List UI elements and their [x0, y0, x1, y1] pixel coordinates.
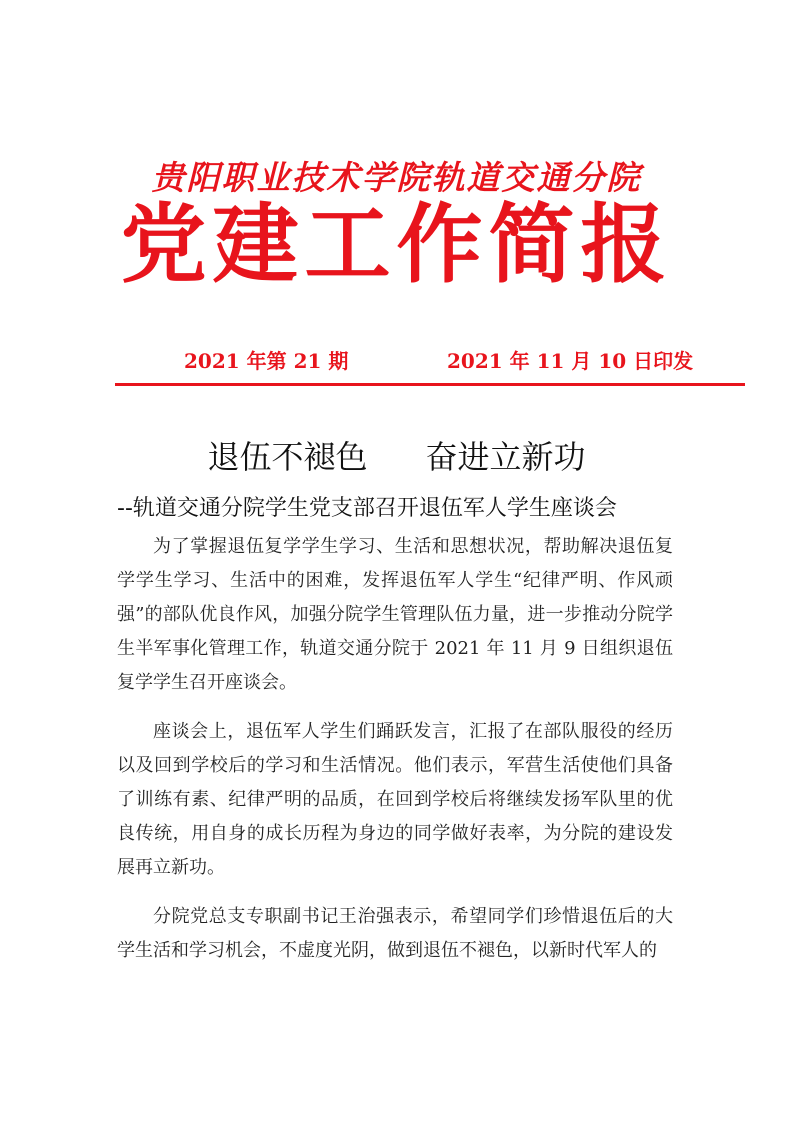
paragraph-1: 为了掌握退伍复学学生学习、生活和思想状况，帮助解决退伍复学学生学习、生活中的困难，发挥退伍军人学生“纪律严明、作风顽强”的部队优良作风，加强分院学生管理队伍力量，进一步推动分院学生半军事化管理工作，轨道交通分院于 2021 年 11 月 9 日组织退伍复学学生召开座谈会。 [117, 536, 673, 693]
paragraph-2: 座谈会上，退伍军人学生们踊跃发言，汇报了在部队服役的经历以及回到学校后的学习和生活情况。他们表示，军营生活使他们具备了训练有素、纪律严明的品质，在回到学校后将继续发扬军队里的优良传统，用自身的成长历程为身边的同学做好表率，为分院的建设发展再立新功。 [117, 721, 673, 878]
article-body [117, 530, 673, 983]
article-subheadline: --轨道交通分院学生党支部召开退伍军人学生座谈会 [117, 496, 617, 521]
publication-title: 党建工作简报 [120, 195, 673, 295]
organization-name: 贵阳职业技术学院轨道交通分院 [151, 158, 642, 197]
headline-part-2: 奋进立新功 [425, 438, 586, 476]
article-headline [0, 432, 793, 478]
paragraph-3: 分院党总支专职副书记王治强表示，希望同学们珍惜退伍后的大学生活和学习机会，不虚度光阴，做到退伍不褪色，以新时代军人的 [117, 906, 673, 961]
headline-part-1: 退伍不褪色 [207, 438, 368, 476]
issue-info [0, 345, 793, 375]
issue-number: 2021 年第 21 期 [184, 349, 349, 373]
issue-date: 2021 年 11 月 10 日印发 [447, 349, 694, 373]
header-divider [115, 383, 745, 386]
